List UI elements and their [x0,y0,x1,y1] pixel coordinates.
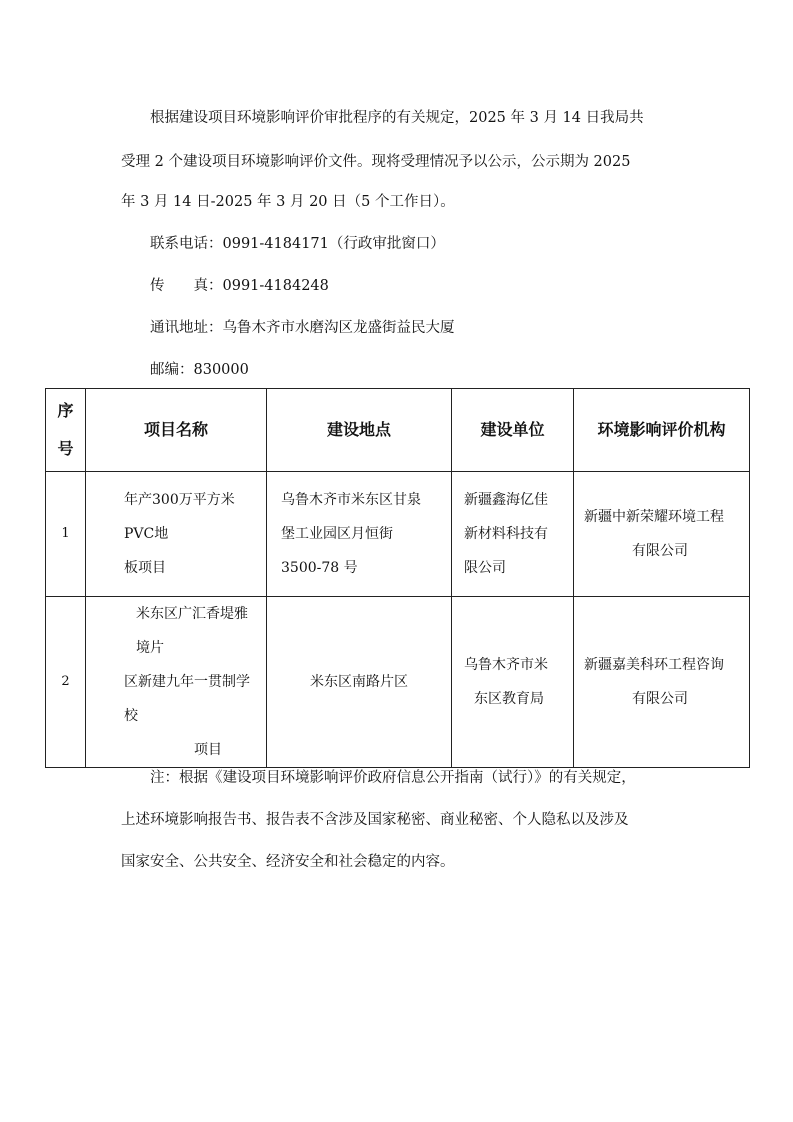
row-site [267,472,452,597]
table-row [46,472,750,597]
note-line-1: 注：根据《建设项目环境影响评价政府信息公开指南（试行）》的有关规定， [150,770,636,786]
table-row [46,597,750,768]
intro-line-2: 受理 2 个建设项目环境影响评价文件。现将受理情况予以公示，公示期为 2025 [121,154,631,170]
cell-line: 板项目 [124,560,166,576]
cell-line: 新疆鑫海亿佳 [464,492,548,508]
row-site [267,597,452,768]
intro-line-1: 根据建设项目环境影响评价审批程序的有关规定，2025 年 3 月 14 日我局共 [150,110,644,126]
cell-line: 有限公司 [632,691,688,707]
row-eia-org [574,597,750,768]
header-eia-org: 环境影响评价机构 [574,389,750,472]
row-unit [452,597,574,768]
row-project-name [86,472,267,597]
cell-line: 米东区南路片区 [310,674,408,690]
project-table [45,388,750,768]
cell-line: 3500-78 号 [281,560,358,576]
cell-line: 东区教育局 [474,691,544,707]
header-seq-line-2: 号 [57,439,74,458]
cell-line: 米东区广汇香堤雅境片 [136,606,248,656]
contact-phone: 联系电话：0991-4184171（行政审批窗口） [150,236,445,252]
cell-line: 新材料科技有 [464,526,548,542]
cell-line: 乌鲁木齐市米 [464,657,548,673]
row-project-name [86,597,267,768]
cell-line: 区新建九年一贯制学校 [124,674,250,724]
row-unit [452,472,574,597]
cell-line: 限公司 [464,560,506,576]
cell-line: 新疆中新荣耀环境工程 [584,509,724,525]
table-header-row [46,389,750,472]
row-seq: 1 [46,472,86,597]
header-unit: 建设单位 [452,389,574,472]
contact-fax: 传 真：0991-4184248 [150,278,329,294]
contact-address: 通讯地址：乌鲁木齐市水磨沟区龙盛街益民大厦 [150,320,455,336]
note-line-2: 上述环境影响报告书、报告表不含涉及国家秘密、商业秘密、个人隐私以及涉及 [121,812,629,828]
cell-line: 项目 [194,742,222,758]
header-site: 建设地点 [267,389,452,472]
cell-line: 堡工业园区月恒街 [281,526,393,542]
row-eia-org [574,472,750,597]
contact-postcode: 邮编：830000 [150,362,249,378]
cell-line: 乌鲁木齐市米东区甘泉 [281,492,421,508]
header-seq [46,389,86,472]
note-line-3: 国家安全、公共安全、经济安全和社会稳定的内容。 [121,854,455,870]
cell-line: 有限公司 [632,543,688,559]
header-seq-line-1: 序 [57,401,74,420]
intro-line-3: 年 3 月 14 日-2025 年 3 月 20 日（5 个工作日）。 [121,194,455,210]
header-project-name: 项目名称 [86,389,267,472]
cell-line: 新疆嘉美科环工程咨询 [584,657,724,673]
row-seq: 2 [46,597,86,768]
cell-line: 年产300万平方米PVC地 [124,492,235,542]
